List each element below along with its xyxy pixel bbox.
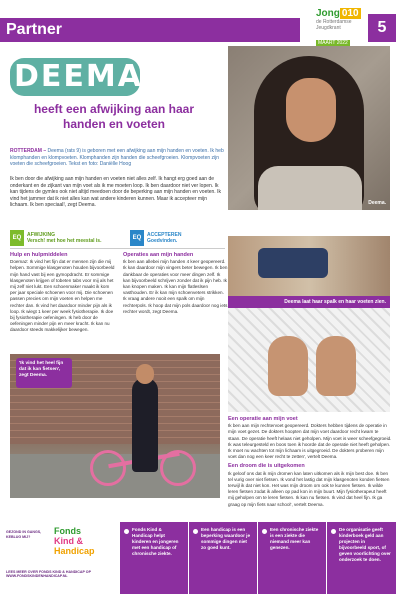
book-icon: EQ [10, 230, 24, 246]
book-icon: EQ [130, 230, 144, 246]
info-box: De organisatie geeft kinderboek geld aan projecten in bijvoorbeeld sport, of geven voorlichting over onderzoek te doen. [327, 522, 396, 594]
info-box: Fonds Kind & Handicap helpt kinderen en jongeren met een handicap of chronische ziekte. [120, 522, 188, 594]
column-right [228, 416, 392, 511]
brand-logo [316, 8, 366, 46]
definition-text: Versch! met hoe het meestal is. [27, 238, 102, 244]
article-intro [10, 148, 225, 168]
fonds-logo: Fonds Kind & Handicap [54, 526, 95, 556]
bullet-icon [124, 529, 129, 534]
column-operaties-handen [123, 252, 228, 315]
bullet-icon [331, 529, 336, 534]
definition-text: Goedvinden. [147, 238, 178, 244]
article-title: DEEMA [14, 59, 143, 94]
section-heading: Hulp en hulpmiddelen [10, 252, 68, 258]
definition-term: AFWIJKING [27, 232, 56, 238]
definition-afwijking [10, 230, 125, 246]
fonds-url: LEES MEER OVER FONDS KIND & HANDICAP OP WWW.FONDSKINDENHANDICAP.NL [6, 570, 91, 578]
section-body: Doemaz: Ik vind het fijn dat er mensen zijn die mij helpen. Sommige klasgenoten houden bijvoorbeeld mijn hand vast bij een gymopdracht. Er sommige klasgenoten krijgen of tobeten tabs voor mij als het mij zelf niet lukt. Een schoenmaker maakt ik kom per jaar speciale schoenen voor mij. Die schoenen passen precies om mijn voeten en helpen me rechter dan. Ik vind het daardoor minder pijn als ik loop. Ik wiegt 1 keer per week fysiotherapie. Ik doe bij fysiotherapie oefeningen. Ik heb door de oefeningen minder pijn en meer kracht. Ik kan nu daardoor steeds makkelijker bewegen. [10, 259, 115, 333]
info-box: Een chronische ziekte is een ziekte die niemand meer kan genezen. [258, 522, 326, 594]
definition-accepteren [130, 230, 220, 246]
feet-photo-caption: Deema laat haar spalk en haar voeten zien. [228, 296, 390, 308]
fonds-logo-block [6, 522, 118, 588]
brand-subtitle: de Rotterdamse Jeugdkrant [316, 19, 352, 31]
hand-brace [258, 248, 328, 278]
page-number: 5 [368, 14, 396, 42]
page-header [0, 0, 400, 46]
gezond-label: GEZOND IN GANGS, KEBLUG MIJ? [6, 530, 42, 539]
section-heading: Een operatie aan mijn voet [228, 416, 298, 422]
column-hulp [10, 252, 115, 334]
info-box: Een handicap is een beperking waardoor je sommige dingen niet zo goed kunt. [189, 522, 257, 594]
portrait-photo [228, 46, 390, 210]
feet-photo [228, 236, 390, 412]
portrait-caption: Deema. [368, 200, 386, 206]
brand-logo-number: 010 [341, 8, 359, 19]
pull-quote: 'Ik vind het heel fijn dat ik kan fietsen', zegt Deema. [16, 358, 72, 388]
brand-logo-text: Jong [316, 8, 340, 19]
section-body: Ik geloof ons dat ik mijn dromen kan laten uitkomen als ik mijn best doe. Ik ben tel vurig over niet fietsen. Ik vond het lastig dat mijn klasgenoten konden fietsen terwijl ik dat niet kon. Het was mijn droom om ook te kunnen fietsen. Ik wilde leren fietsen zodat ik alleen op pad kon in mijn buurt. Mijn fysiotherapeut heeft mij geholpen om te leren fietsen. Ik kan nu fietsen. Ik vind dat heel fijn. Ik ga graag op mijn fiets naar school', vertelt Deema. [228, 470, 390, 507]
section-heading: Operaties aan mijn handen [123, 252, 194, 258]
divider [10, 248, 225, 249]
intro-text: Deema (rats 9) is geboren met een afwijking aan mijn handen en voeten. Ik heb klomphanden en klompvoeten. Klomphanden zijn handen die scheefgroeien. Klompvoeten zijn voeten die scheefgroeien. Tekst en foto: Daniëlle Hoog [10, 148, 224, 167]
section-label: Partner [0, 18, 300, 42]
issue-date: MAART 2022 [318, 40, 348, 46]
bullet-icon [193, 529, 198, 534]
definition-term: ACCEPTEREN [147, 232, 182, 238]
section-heading: Een droom die is uitgekomen [228, 463, 305, 470]
article-subtitle: heeft een afwijking aan haar handen en voeten [33, 102, 195, 131]
article-lead: Ik ben door die afwijking aan mijn handen en voeten niet alles zelf. Ik hangt erg goed aan de onderkant en de zijkant van mijn voet als ik me moeten loop. Ik ben daardoor niet ver lopen. Ik kan tijdens de gymles ook niet altijd meedoen door de beperking aan mijn handen en voeten. Ik vind het jammer dat ik niet alles kan wat andere kinderen kunnen. Maar ik accepteer mijn lichaam. Ik ben speciaal!, zegt Deema. [10, 176, 221, 208]
section-body: Ik ben aan mijn rechtervoet geopereerd. Dokters hebben tijdens de operatie in mijn voet gezet. De dokters hoopten dat mijn voet daardoor recht kwam te staan. De operatie heeft helaas niet geholpen. Mijn voet is weer scheefgegroeid. Ik was teleurgesteld en boos toen ik hoorde dat de operatie niet heeft geholpen. Ik moet nu wachten tot mijn lichaam is uitgegroeid. De dokters proberen mijn voet dan nog een keer recht te zetten', vertelt Deema. [228, 423, 392, 460]
section-body: Ik ben aan allebei mijn handen 4 keer geopereerd. Ik kan daardoor mijn vingers beter bewegen. Ik ben dankbaar de operaties voor meer dingen zelf. Ik kan bijvoorbeeld schrijven zonder dat ik pijn heb. Ik kan knopen maken. Ik kan mijn flatleslsen vasthouden. Er ik kan mijn schoenveters strikken. Ik vraag andere nooit een spalk om mijn rechterpols. Ik hoop dat mijn pols daardoor nog iets rechter wordt, zegt Deema. [123, 259, 228, 314]
bullet-icon [262, 529, 267, 534]
intro-kicker: ROTTERDAM – [10, 148, 47, 154]
